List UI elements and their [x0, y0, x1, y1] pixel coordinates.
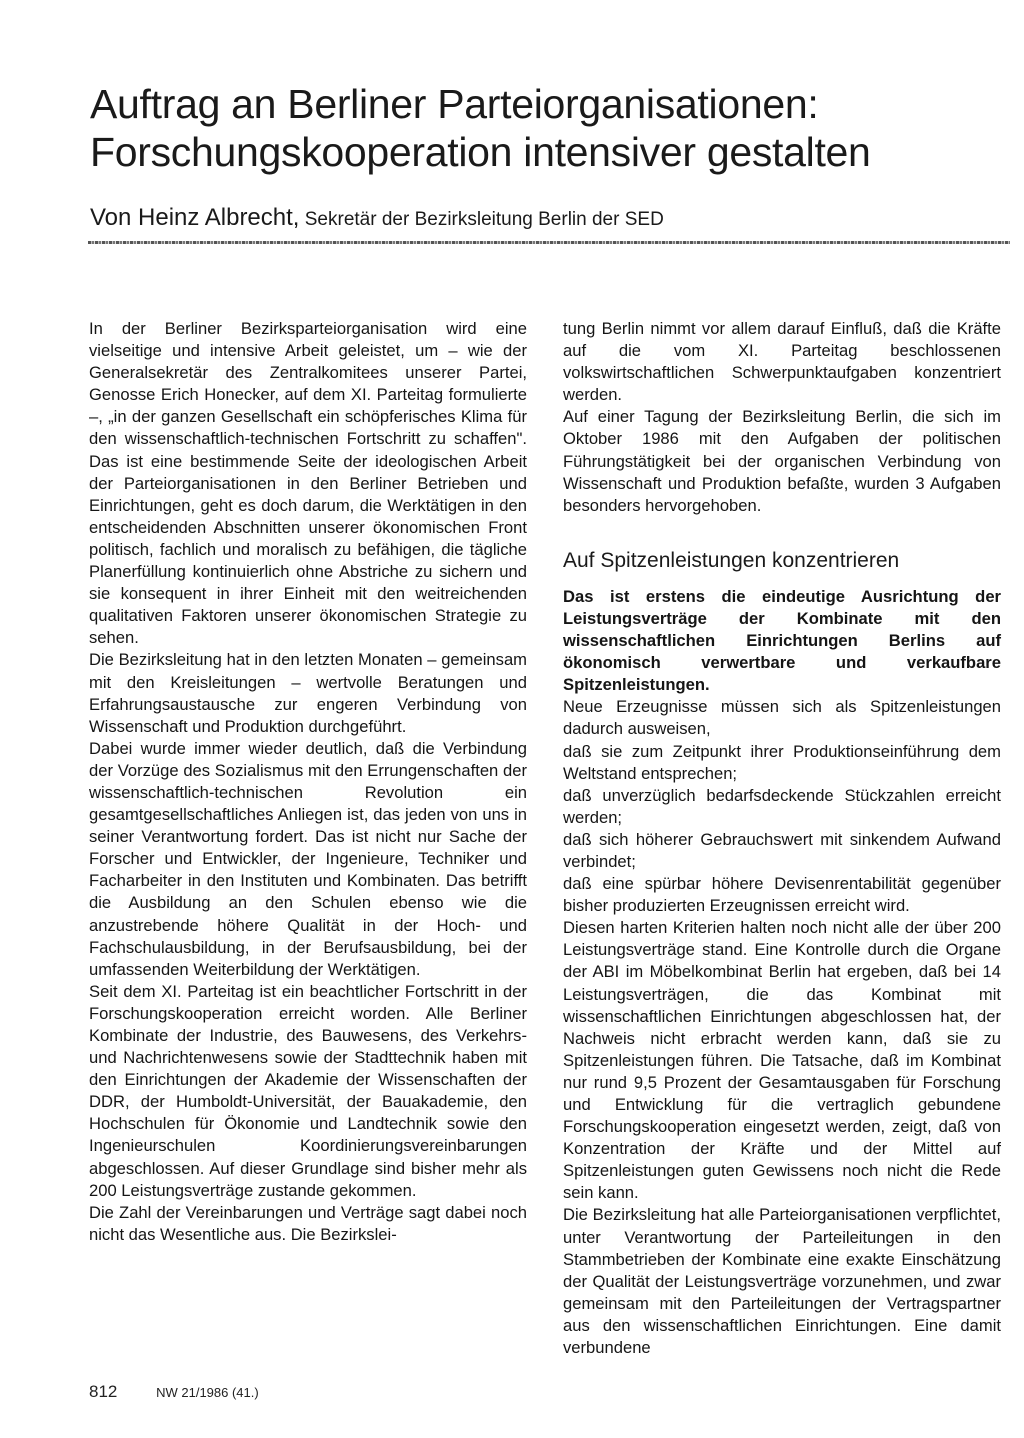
paragraph: Seit dem XI. Parteitag ist ein beachtlicher Fortschritt in der Forschungskooperation erreicht worden. Alle Berliner Kombinate der Industrie, des Bauwesens, des Verkehrs- und Nachrichtenwesens sowie der Stadttechnik haben mit den Einrichtungen der Akademie der Wissenschaften der DDR, der Humboldt-Universität, der Bauakademie, den Hochschulen für Ökonomie und Landtechnik sowie den Ingenieurschulen Koordinierungsvereinbarungen abgeschlossen. Auf dieser Grundlage sind bisher mehr als 200 Leistungsverträge zustande gekommen.	[89, 981, 527, 1200]
byline-role: Sekretär der Bezirksleitung Berlin der SED	[299, 209, 664, 230]
paragraph: Die Zahl der Vereinbarungen und Verträge sagt dabei noch nicht das Wesentliche aus. Die Bezirkslei-	[89, 1202, 527, 1244]
issue-label: NW 21/1986 (41.)	[156, 1385, 259, 1400]
paragraph: daß eine spürbar höhere Devisenrentabilität gegenüber bisher produzierten Erzeugnissen erreicht wird.	[563, 874, 1001, 916]
paragraph: Die Bezirksleitung hat in den letzten Monaten – gemeinsam mit den Kreisleitungen – wertvolle Beratungen und Erfahrungsaustausche zur engeren Verbindung von Wissenschaft und Produktion durchgeführt.	[89, 650, 527, 736]
paragraph: Neue Erzeugnisse müssen sich als Spitzenleistungen dadurch ausweisen,	[563, 697, 1001, 739]
paragraph: In der Berliner Bezirksparteiorganisation wird eine vielseitige und intensive Arbeit geleistet, um – wie der Generalsekretär des Zentralkomitees unserer Partei, Genosse Erich Honecker, auf dem XI. Parteitag formulierte –, „in der ganzen Gesellschaft ein schöpferisches Klima für den wissenschaftlich-technischen Fortschritt zu schaffen". Das ist eine bestimmende Seite der ideologischen Arbeit der Parteiorganisationen in den Berliner Betrieben und Einrichtungen, geht es doch darum, die Werktätigen in den entscheidenden Abschnitten unserer ökonomischen Front politisch, fachlich und moralisch zu befähigen, die tägliche Planerfüllung kontinuierlich ohne Abstriche zu sichern und sie konsequent in ihrer Einheit mit den weitreichenden qualitativen Faktoren unserer ökonomischen Strategie zu sehen.	[89, 319, 527, 648]
article-title	[90, 80, 1000, 176]
paragraph: daß sich höherer Gebrauchswert mit sinkendem Aufwand verbindet;	[563, 829, 1001, 871]
paragraph: daß unverzüglich bedarfsdeckende Stückzahlen erreicht werden;	[563, 785, 1001, 827]
title-line-1: Auftrag an Berliner Parteiorganisationen:	[90, 81, 819, 127]
header-divider	[88, 241, 1010, 244]
page-number: 812	[89, 1382, 118, 1401]
byline	[90, 202, 1000, 235]
paragraph: Die Bezirksleitung hat alle Parteiorganisationen verpflichtet, unter Verantwortung der Parteileitungen in den Stammbetrieben der Kombinate eine exakte Einschätzung der Qualität der Leistungsverträge vorzunehmen, und zwar gemeinsam mit den Parteileitungen der Vertragspartner aus den wissenschaftlichen Einrichtungen. Eine damit verbundene	[563, 1205, 1001, 1358]
byline-author: Von Heinz Albrecht,	[90, 204, 300, 231]
bold-paragraph: Das ist erstens die eindeutige Ausrichtung der Leistungsverträge der Kombinate mit den wissenschaftlichen Einrichtungen Berlins auf ökonomisch verwertbare und verkaufbare Spitzenleistungen.	[563, 586, 1001, 695]
paragraph: daß sie zum Zeitpunkt ihrer Produktionseinführung dem Weltstand entsprechen;	[563, 741, 1001, 783]
paragraph: tung Berlin nimmt vor allem darauf Einfluß, daß die Kräfte auf die vom XI. Parteitag beschlossenen volkswirtschaftlichen Schwerpunktaufgaben konzentriert werden.	[563, 319, 1001, 405]
page-footer	[89, 1382, 259, 1402]
section-heading: Auf Spitzenleistungen konzentrieren	[563, 548, 900, 572]
paragraph: Auf einer Tagung der Bezirksleitung Berlin, die sich im Oktober 1986 mit den Aufgaben der politischen Führungstätigkeit bei der organischen Verbindung von Wissenschaft und Produktion befaßte, wurden 3 Aufgaben besonders hervorgehoben.	[563, 407, 1001, 515]
paragraph: Diesen harten Kriterien halten noch nicht alle der über 200 Leistungsverträge stand. Eine Kontrolle durch die Organe der ABI im Möbelkombinat Berlin hat ergeben, daß bei 14 Leistungsverträgen, die das Kombinat mit wissenschaftlichen Einrichtungen abgeschlossen hat, der Nachweis nicht erbracht werden kann, daß sie zu Spitzenleistungen führen. Die Tatsache, daß im Kombinat nur rund 9,5 Prozent der Gesamtausgaben für Forschung und Entwicklung für die vertraglich gebundene Forschungskooperation eingesetzt werden, zeigt, daß von Konzentration der Kräfte und der Mittel auf Spitzenleistungen guten Gewissens noch nicht die Rede sein kann.	[563, 918, 1001, 1203]
right-column	[563, 318, 1001, 1359]
left-column	[89, 318, 527, 1246]
paragraph: Dabei wurde immer wieder deutlich, daß die Verbindung der Vorzüge des Sozialismus mit den Errungenschaften der wissenschaftlich-technischen Revolution ein gesamtgesellschaftliches Anliegen ist, das jeden von uns in seiner Verantwortung fordert. Das ist nicht nur Sache der Forscher und Entwickler, der Ingenieure, Techniker und Facharbeiter in den Instituten und Kombinaten. Das betrifft die Ausbildung an den Schulen ebenso wie die anzustrebende höhere Qualität in der Hoch- und Fachschulausbildung, in der Berufsausbildung, bei der umfassenden Weiterbildung der Werktätigen.	[89, 738, 527, 979]
title-line-2: Forschungskooperation intensiver gestalten	[90, 129, 871, 175]
